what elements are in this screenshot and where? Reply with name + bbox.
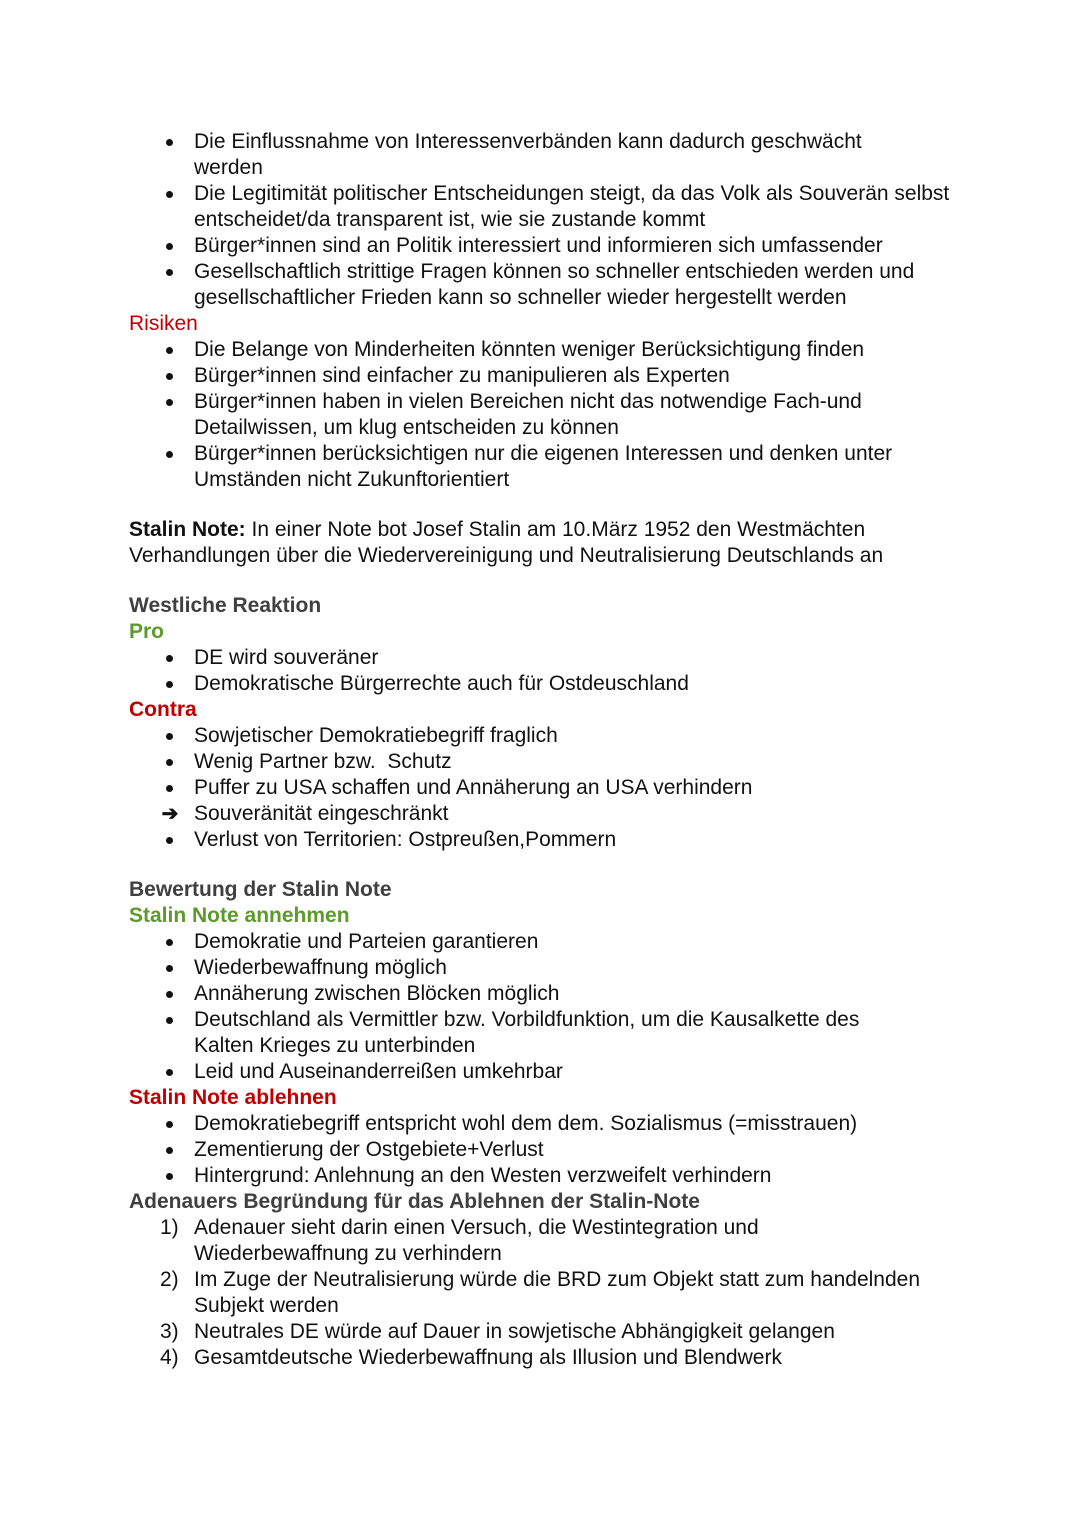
list-item-text: Bürger*innen berücksichtigen nur die eigenen Interessen und denken unter Umständen nicht Zukunftorientiert [194, 442, 893, 491]
item-number: 3) [160, 1320, 179, 1343]
stalin-note-definition [129, 517, 959, 569]
list-item-text: Wenig Partner bzw. Schutz [194, 750, 452, 773]
list-item-text: Wiederbewaffnung möglich [194, 956, 447, 979]
item-number: 4) [160, 1346, 179, 1369]
definition-term: Stalin Note: [129, 518, 246, 541]
bullet-icon [159, 337, 179, 354]
ablehnen-heading: Stalin Note ablehnen [129, 1086, 337, 1109]
numbered-item-text: Adenauer sieht darin einen Versuch, die Westintegration und Wiederbewaffnung zu verhindern [194, 1216, 759, 1265]
list-item [129, 233, 959, 259]
list-item-text: Gesellschaftlich strittige Fragen können so schneller entschieden werden und gesellschaftlicher Frieden kann so schneller wieder hergestellt werden [194, 260, 915, 309]
numbered-item-text: Gesamtdeutsche Wiederbewaffnung als Illusion und Blendwerk [194, 1346, 782, 1369]
list-item [129, 181, 959, 233]
bullet-icon [159, 749, 179, 766]
westliche-reaktion-heading: Westliche Reaktion [129, 594, 322, 617]
list-item-text: Demokratische Bürgerrechte auch für Ostdeuschland [194, 672, 689, 695]
contra-heading: Contra [129, 698, 197, 721]
bullet-icon [159, 955, 179, 972]
spacer [129, 493, 959, 517]
list-item [129, 723, 959, 749]
list-item [129, 1007, 959, 1059]
list-item [129, 1059, 959, 1085]
arrow-right-icon: ➔ [161, 803, 179, 825]
list-item-text: Puffer zu USA schaffen und Annäherung an USA verhindern [194, 776, 753, 799]
annehmen-list [129, 929, 959, 1085]
numbered-item [129, 1319, 959, 1345]
annehmen-heading: Stalin Note annehmen [129, 904, 350, 927]
numbered-item [129, 1267, 959, 1319]
bullet-icon [159, 363, 179, 380]
bullet-icon [159, 181, 179, 198]
bullet-icon [159, 981, 179, 998]
list-item-text: Bürger*innen sind an Politik interessiert und informieren sich umfassender [194, 234, 883, 257]
list-item [129, 749, 959, 775]
list-item-text: Hintergrund: Anlehnung an den Westen verzweifelt verhindern [194, 1164, 772, 1187]
list-item-text: Deutschland als Vermittler bzw. Vorbildfunktion, um die Kausalkette des Kalten Krieges zu unterbinden [194, 1008, 860, 1057]
list-item [129, 1163, 959, 1189]
item-number: 1) [160, 1216, 179, 1239]
item-number: 2) [160, 1268, 179, 1291]
list-item-text: Die Legitimität politischer Entscheidungen steigt, da das Volk als Souverän selbst entscheidet/da transparent ist, wie sie zustande kommt [194, 182, 950, 231]
bullet-icon [159, 1163, 179, 1180]
numbered-item [129, 1345, 959, 1371]
list-item-text: Die Belange von Minderheiten könnten weniger Berücksichtigung finden [194, 338, 865, 361]
chancen-list [129, 129, 959, 311]
bullet-icon [159, 645, 179, 662]
numbered-item-text: Im Zuge der Neutralisierung würde die BRD zum Objekt statt zum handelnden Subjekt werden [194, 1268, 921, 1317]
list-item [129, 981, 959, 1007]
list-item-text: Zementierung der Ostgebiete+Verlust [194, 1138, 544, 1161]
bullet-icon [159, 1007, 179, 1024]
list-item [129, 129, 959, 181]
bullet-icon [159, 723, 179, 740]
bullet-icon [159, 259, 179, 276]
risiken-list [129, 337, 959, 493]
bullet-icon [159, 441, 179, 458]
list-item-text: Bürger*innen sind einfacher zu manipulieren als Experten [194, 364, 730, 387]
definition-text: In einer Note bot Josef Stalin am 10.März 1952 den Westmächten Verhandlungen über die Wiedervereinigung und Neutralisierung Deutschlands an [129, 518, 884, 567]
spacer [129, 853, 959, 877]
list-item [129, 389, 959, 441]
bullet-icon [159, 671, 179, 688]
list-item-text: Die Einflussnahme von Interessenverbänden kann dadurch geschwächt werden [194, 130, 862, 179]
spacer [129, 569, 959, 593]
adenauer-list [129, 1215, 959, 1371]
bullet-icon [159, 929, 179, 946]
list-item-text: Sowjetischer Demokratiebegriff fraglich [194, 724, 558, 747]
list-item-text: Souveränität eingeschränkt [194, 802, 449, 825]
pro-heading: Pro [129, 620, 165, 643]
adenauer-heading: Adenauers Begründung für das Ablehnen der Stalin-Note [129, 1190, 700, 1213]
list-item-text: Bürger*innen haben in vielen Bereichen nicht das notwendige Fach-und Detailwissen, um klug entscheiden zu können [194, 390, 862, 439]
list-item [129, 1137, 959, 1163]
bullet-icon [159, 1137, 179, 1154]
list-item [129, 671, 959, 697]
list-item [129, 363, 959, 389]
list-item [129, 775, 959, 801]
bullet-icon [159, 775, 179, 792]
bewertung-heading: Bewertung der Stalin Note [129, 878, 392, 901]
list-item [129, 929, 959, 955]
list-item [129, 827, 959, 853]
contra-list [129, 723, 959, 853]
numbered-item-text: Neutrales DE würde auf Dauer in sowjetische Abhängigkeit gelangen [194, 1320, 835, 1343]
bullet-icon [159, 827, 179, 844]
list-item [129, 259, 959, 311]
list-item-text: Leid und Auseinanderreißen umkehrbar [194, 1060, 563, 1083]
list-item [129, 955, 959, 981]
bullet-icon [159, 389, 179, 406]
document-page [129, 129, 959, 1371]
numbered-item [129, 1215, 959, 1267]
bullet-icon [159, 233, 179, 250]
list-item [129, 441, 959, 493]
list-item-text: Demokratiebegriff entspricht wohl dem dem. Sozialismus (=misstrauen) [194, 1112, 858, 1135]
ablehnen-list [129, 1111, 959, 1189]
list-item [129, 337, 959, 363]
list-item-text: DE wird souveräner [194, 646, 379, 669]
list-item [129, 1111, 959, 1137]
bullet-icon [159, 1059, 179, 1076]
list-item [129, 645, 959, 671]
list-item [129, 801, 959, 827]
list-item-text: Verlust von Territorien: Ostpreußen,Pommern [194, 828, 617, 851]
list-item-text: Demokratie und Parteien garantieren [194, 930, 539, 953]
bullet-icon [159, 1111, 179, 1128]
risiken-heading: Risiken [129, 312, 198, 335]
pro-list [129, 645, 959, 697]
bullet-icon [159, 129, 179, 146]
list-item-text: Annäherung zwischen Blöcken möglich [194, 982, 560, 1005]
